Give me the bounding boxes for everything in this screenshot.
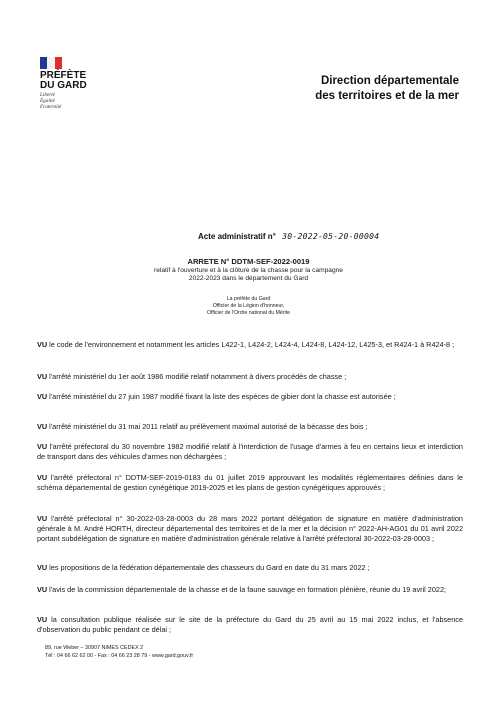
signatory-line-2: Officier de la Légion d'honneur, xyxy=(212,303,285,309)
visa-text: l'arrêté ministériel du 1er août 1986 modifié relatif notamment à divers procédés de chasse ; xyxy=(47,372,347,381)
acte-administratif xyxy=(198,232,379,241)
visa-paragraph xyxy=(37,340,463,350)
direction-line-2: des territoires et de la mer xyxy=(315,90,459,102)
visa-paragraph xyxy=(37,514,463,544)
visa-text: l'arrêté préfectoral du 30 novembre 1982 modifié relatif à l'interdiction de l'usage d'armes à feu en certains lieux et interdiction de transport dans des véhicules d'armes non déchargées ; xyxy=(37,442,463,461)
prefecture-name xyxy=(40,71,87,91)
subtitle-line-2: 2022-2023 dans le département du Gard xyxy=(188,275,309,282)
vu-label: VU xyxy=(37,442,48,451)
visa-paragraph xyxy=(37,372,463,382)
visa-text: le code de l'environnement et notamment les articles L422-1, L424-2, L424-4, L424-8, L424-12, L425-3, et R424-1 à R424-8 ; xyxy=(47,340,455,349)
visa-paragraph xyxy=(37,563,463,573)
visa-paragraph xyxy=(37,422,463,432)
visa-paragraph xyxy=(37,473,463,493)
prefecture-line-2: DU GARD xyxy=(40,80,87,91)
vu-label: VU xyxy=(37,372,48,381)
visa-text: l'avis de la commission départementale de la chasse et de la faune sauvage en formation plénière, réunie du 19 avril 2022; xyxy=(47,585,447,594)
motto-egalite: Égalité xyxy=(40,98,55,104)
motto-liberte: Liberté xyxy=(40,92,55,98)
signatory-line-3: Officier de l'Ordre national du Mérite xyxy=(206,310,291,316)
republic-motto xyxy=(40,92,61,110)
visa-paragraph xyxy=(37,615,463,635)
acte-number-handwritten: 30-2022-05-20-00004 xyxy=(282,232,380,241)
arrete-subtitle xyxy=(0,267,497,283)
vu-label: VU xyxy=(37,392,48,401)
motto-fraternite: Fraternité xyxy=(40,104,62,110)
prefecture-line-1: PRÉFÈTE xyxy=(40,70,87,81)
visa-paragraph xyxy=(37,392,463,402)
visa-paragraph xyxy=(37,442,463,462)
vu-label: VU xyxy=(37,422,48,431)
visa-paragraph xyxy=(37,585,463,595)
arrete-title: ARRETE N° DDTM-SEF-2022-0019 xyxy=(187,257,310,266)
signatory-block xyxy=(0,296,497,317)
acte-label: Acte administratif n° xyxy=(198,232,276,241)
visa-text: la consultation publique réalisée sur le site de la préfecture du Gard du 25 avril au 15 mai 2022 inclus, et l'absence d'observation du public pendant ce délai ; xyxy=(37,615,463,634)
footer-line-2: Tél : 04 66 62 62 00 - Fax : 04 66 23 28 79 - www.gard.gouv.fr xyxy=(45,653,194,659)
signatory-line-1: La préfète du Gard xyxy=(226,296,271,302)
vu-label: VU xyxy=(37,514,48,523)
vu-label: VU xyxy=(37,563,48,572)
subtitle-line-1: relatif à l'ouverture et à la clôture de la chasse pour la campagne xyxy=(154,267,343,274)
visa-text: l'arrêté ministériel du 27 juin 1987 modifié fixant la liste des espèces de gibier dont la chasse est autorisée ; xyxy=(47,392,396,401)
french-flag-logo xyxy=(40,57,62,69)
footer-line-1: 89, rue Weber – 30907 NIMES CEDEX 2 xyxy=(45,645,144,651)
vu-label: VU xyxy=(37,585,48,594)
visa-text: les propositions de la fédération départementale des chasseurs du Gard en date du 31 mars 2022 ; xyxy=(47,563,370,572)
visa-text: l'arrêté préfectoral n° DDTM-SEF-2019-0183 du 01 juillet 2019 approuvant les modalités réglementaires définies dans le schéma départemental de gestion cynégétique 2019-2025 et les plans de gestion cynégétiques approuvés ; xyxy=(37,473,463,492)
vu-label: VU xyxy=(37,615,48,624)
direction-heading xyxy=(315,74,459,104)
direction-line-1: Direction départementale xyxy=(320,75,459,87)
vu-label: VU xyxy=(37,340,48,349)
visa-text: l'arrêté ministériel du 31 mai 2011 relatif au prélèvement maximal autorisé de la bécasse des bois ; xyxy=(47,422,368,431)
visa-text: l'arrêté préfectoral n° 30-2022-03-28-0003 du 28 mars 2022 portant délégation de signature en matière d'administration générale à M. André HORTH, directeur départemental des territoires et de la mer et la décision n° 2022-AH-AG01 du 01 avril 2022 portant subdélégation de signature en matière d'administration générale relative à l'arrêté préfectoral 30-2022-03-28-0003 ; xyxy=(37,514,463,543)
vu-label: VU xyxy=(37,473,48,482)
footer-address xyxy=(45,644,193,660)
